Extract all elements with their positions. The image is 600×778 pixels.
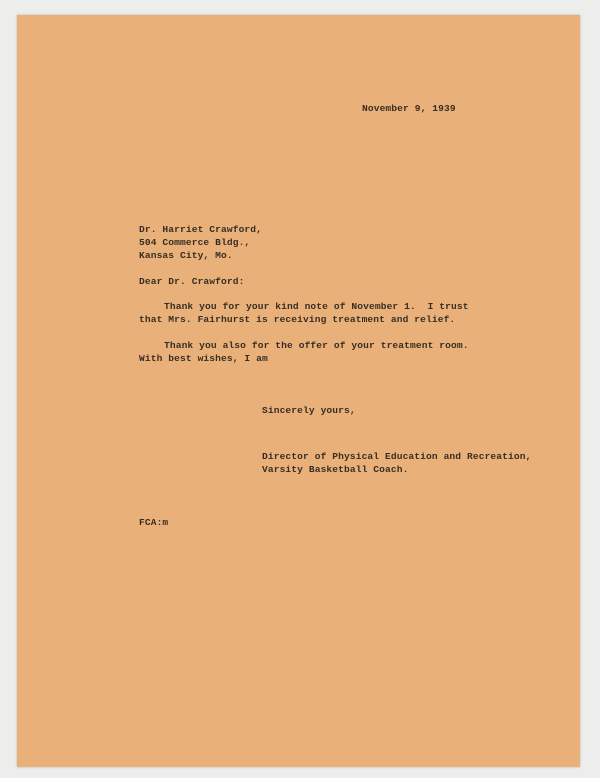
recipient-city: Kansas City, Mo. [139,250,233,261]
body-paragraph-1-line-2: that Mrs. Fairhurst is receiving treatment and relief. [139,314,456,325]
closing: Sincerely yours, [262,405,356,416]
recipient-street: 504 Commerce Bldg., [139,237,251,248]
recipient-name: Dr. Harriet Crawford, [139,224,263,235]
letter-page [17,15,580,767]
salutation: Dear Dr. Crawford: [139,276,245,287]
body-paragraph-2-line-1: Thank you also for the offer of your treatment room. [164,340,469,351]
body-paragraph-2-line-2: With best wishes, I am [139,353,268,364]
signature-title-line-1: Director of Physical Education and Recreation, [262,451,532,462]
letter-date: November 9, 1939 [362,103,456,114]
signature-title-line-2: Varsity Basketball Coach. [262,464,409,475]
body-paragraph-1-line-1: Thank you for your kind note of November 1. I trust [164,301,469,312]
typist-initials: FCA:m [139,517,169,528]
